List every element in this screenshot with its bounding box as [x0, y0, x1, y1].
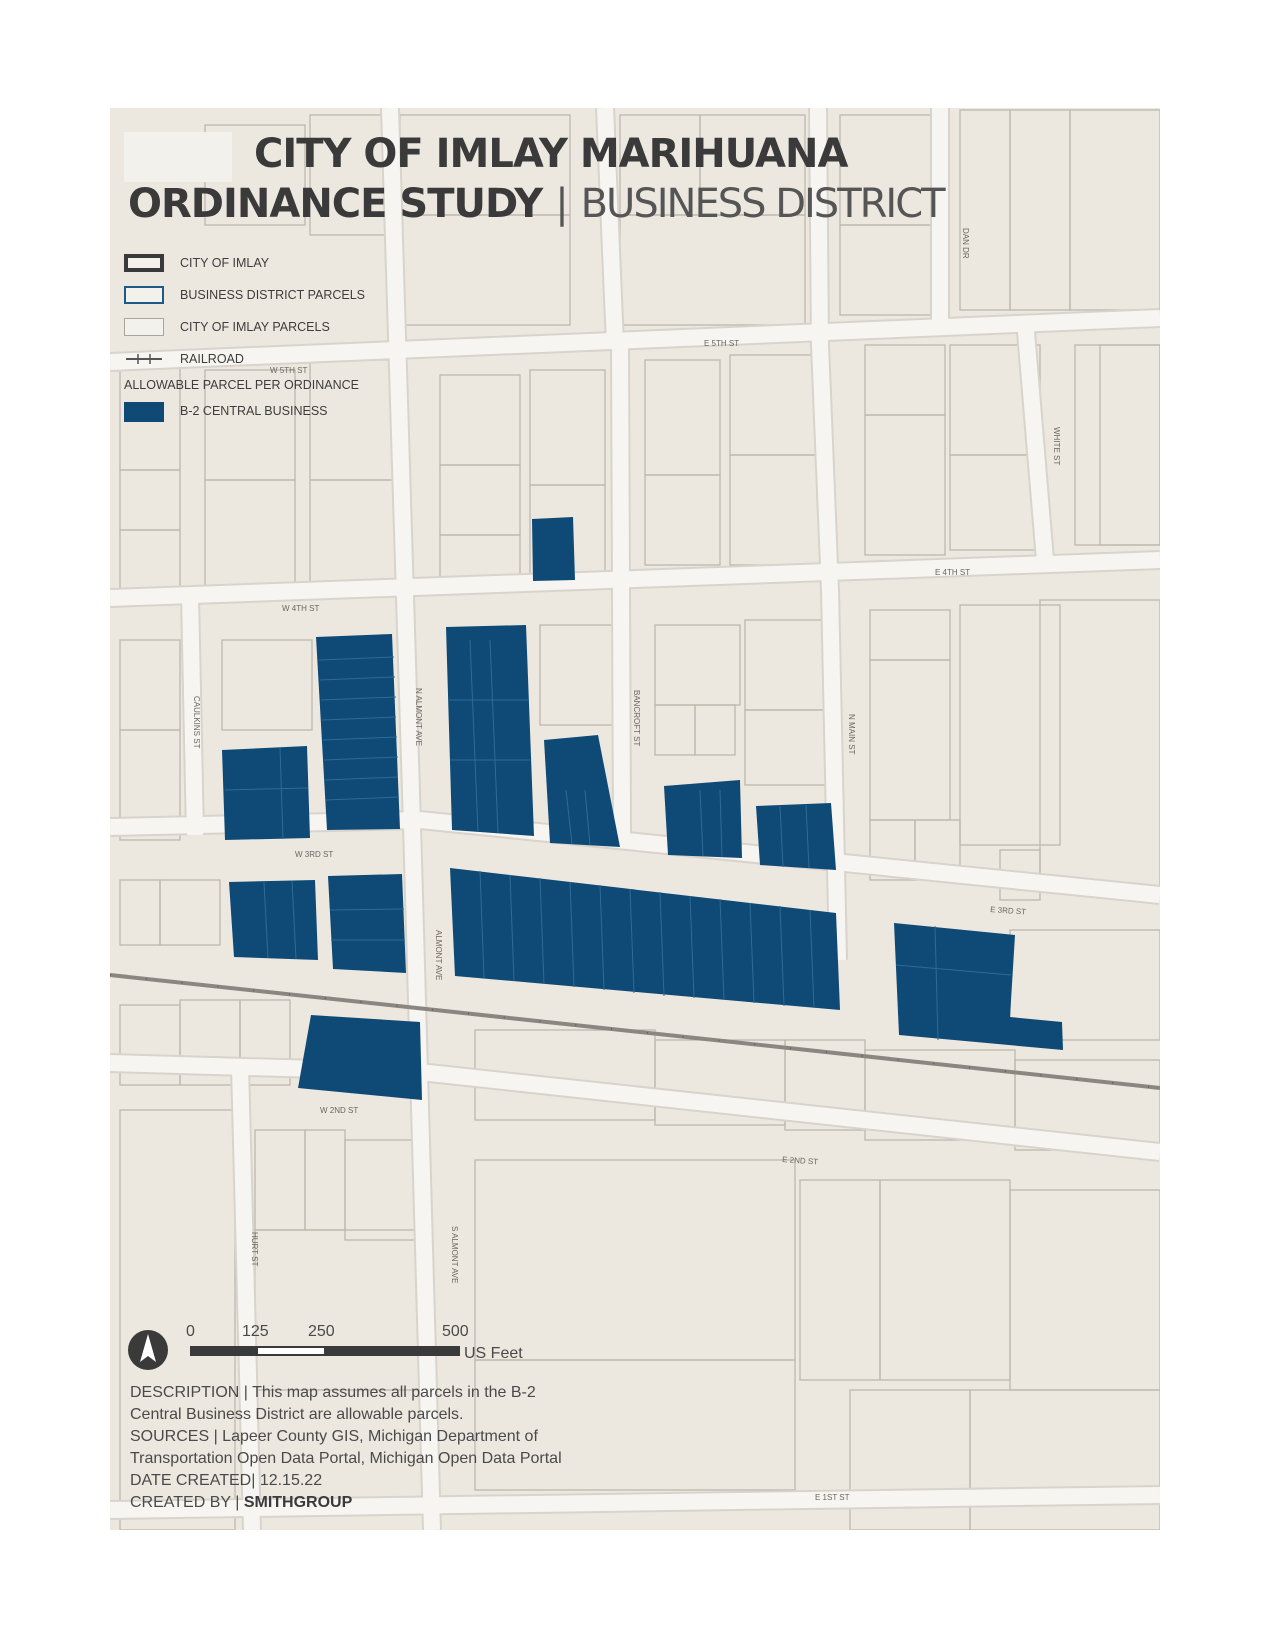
legend-label: CITY OF IMLAY PARCELS [180, 320, 330, 334]
scale-tick-0: 0 [186, 1323, 195, 1340]
b2-parcel [316, 634, 400, 830]
b2-parcel [222, 746, 310, 840]
scale-unit: US Feet [464, 1345, 523, 1362]
legend-label: BUSINESS DISTRICT PARCELS [180, 288, 365, 302]
sources-text-2: Transportation Open Data Portal, Michigan Open Data Portal [130, 1450, 562, 1467]
label-bancroft: BANCROFT ST [632, 690, 641, 747]
north-arrow-icon [128, 1330, 168, 1370]
label-s-almont: S ALMONT AVE [450, 1226, 459, 1284]
label-e-1st: E 1ST ST [815, 1493, 850, 1502]
parcel-outline-icon [124, 318, 164, 336]
label-w-4th: W 4TH ST [282, 604, 320, 613]
title-separator: | [555, 181, 568, 227]
description-text-2: Central Business District are allowable parcels. [130, 1406, 464, 1423]
date-value: 12.15.22 [259, 1472, 323, 1489]
label-e-4th: E 4TH ST [935, 568, 971, 577]
b2-parcel [532, 517, 575, 581]
scale-bar-segment [258, 1348, 324, 1354]
created-value: SMITHGROUP [243, 1494, 353, 1511]
legend-allowable-heading: ALLOWABLE PARCEL PER ORDINANCE [124, 378, 360, 392]
label-almont: ALMONT AVE [434, 930, 443, 981]
label-e-2nd: E 2ND ST [781, 1155, 819, 1167]
b2-parcel [298, 1015, 422, 1100]
footer-description: DESCRIPTION | This map assumes all parcels in the B-2 [130, 1384, 536, 1401]
b2-parcel [446, 625, 534, 836]
label-hurt: HURT ST [250, 1232, 259, 1267]
label-dan: DAN DR [961, 228, 970, 259]
railroad-line-icon [124, 350, 164, 368]
b2-fill-icon [124, 402, 164, 422]
label-n-almont: N ALMONT AVE [414, 688, 423, 746]
title-line-2-main: ORDINANCE STUDY [128, 181, 543, 227]
label-e-5th: E 5TH ST [704, 339, 740, 348]
scale-tick-500: 500 [442, 1323, 469, 1340]
street-bancroft [620, 345, 622, 835]
description-text: This map assumes all parcels in the B-2 [252, 1384, 536, 1401]
sources-label: SOURCES [130, 1428, 210, 1445]
city-boundary-icon [124, 254, 164, 272]
legend-label: CITY OF IMLAY [180, 256, 270, 270]
scale-bar [128, 1318, 588, 1382]
label-caulkins: CAULKINS ST [192, 696, 201, 749]
date-label: DATE CREATED [130, 1472, 252, 1489]
created-label: CREATED BY [130, 1494, 231, 1511]
b2-parcel [328, 874, 406, 973]
b2-parcel [756, 803, 836, 870]
label-w-5th: W 5TH ST [270, 366, 308, 375]
map-title [128, 130, 944, 230]
b2-parcel [229, 880, 318, 960]
map-footer [130, 1382, 690, 1514]
label-w-2nd: W 2ND ST [320, 1106, 359, 1115]
legend-label: RAILROAD [180, 352, 244, 366]
business-district-outline-icon [124, 286, 164, 304]
title-line-2 [128, 178, 944, 230]
label-white: WHITE ST [1052, 427, 1061, 466]
label-w-3rd: W 3RD ST [295, 850, 334, 859]
scale-tick-250: 250 [308, 1323, 335, 1340]
scale-bar-track [190, 1346, 460, 1356]
label-e-3rd: E 3RD ST [989, 905, 1027, 917]
description-label: DESCRIPTION [130, 1384, 240, 1401]
footer-created: CREATED BY | SMITHGROUP [130, 1494, 353, 1511]
footer-date: DATE CREATED| 12.15.22 [130, 1472, 323, 1489]
label-n-main: N MAIN ST [847, 714, 856, 755]
sources-text: Lapeer County GIS, Michigan Department of [222, 1428, 538, 1445]
legend-label: B-2 CENTRAL BUSINESS [180, 404, 328, 418]
scale-tick-125: 125 [242, 1323, 269, 1340]
title-line-1: CITY OF IMLAY MARIHUANA [254, 131, 848, 177]
title-subtitle: BUSINESS DISTRICT [580, 181, 944, 227]
footer-sources: SOURCES | Lapeer County GIS, Michigan Department of [130, 1428, 538, 1445]
